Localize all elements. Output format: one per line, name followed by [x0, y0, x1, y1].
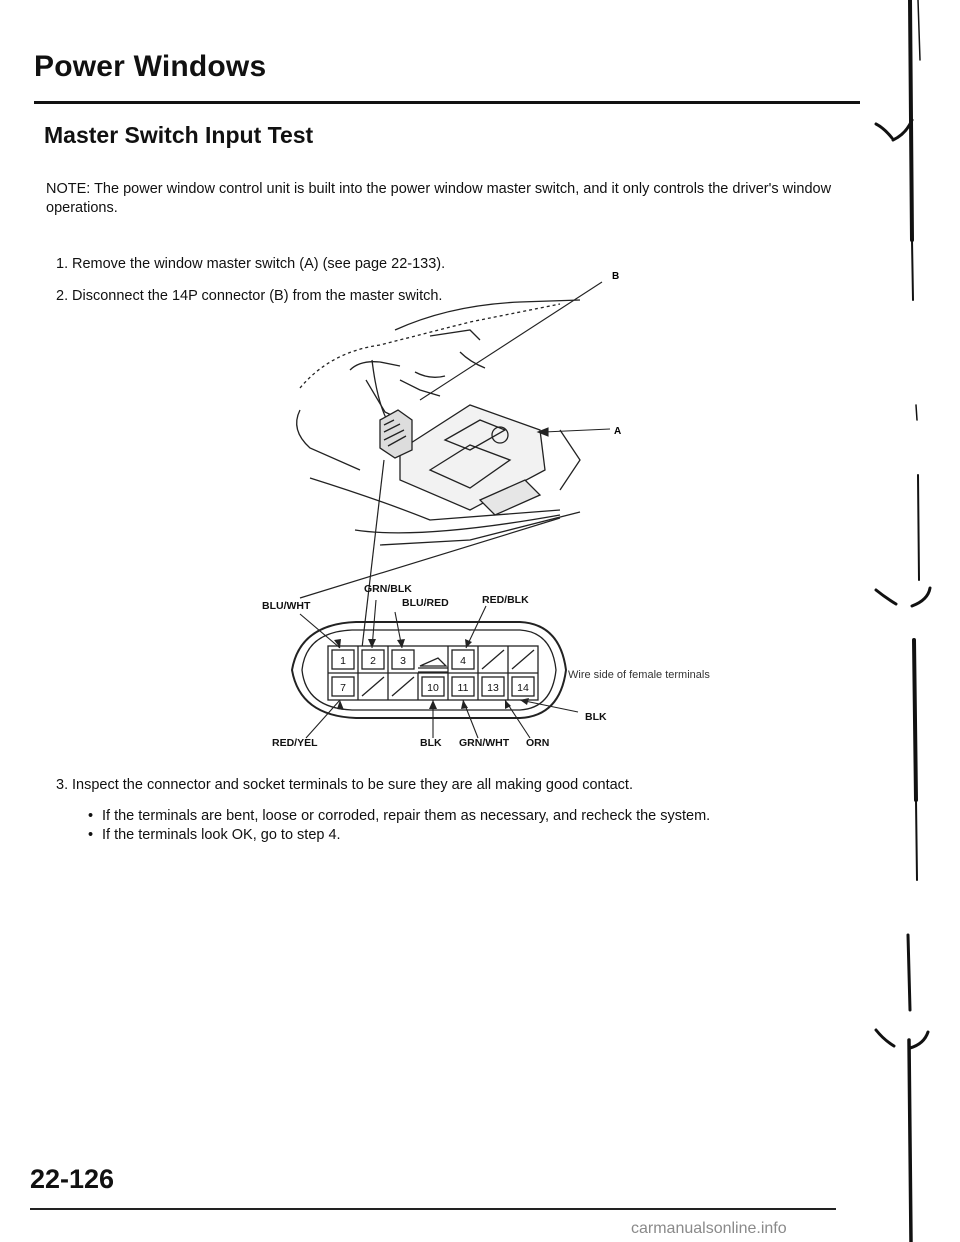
terminal-1: 1: [340, 655, 346, 667]
bullet-dot: •: [88, 808, 94, 824]
step-number: 2.: [56, 288, 69, 304]
wire-label-orn: ORN: [526, 737, 550, 749]
terminal-14: 14: [517, 682, 529, 694]
terminal-4: 4: [460, 655, 466, 667]
wire-label-grn-blk: GRN/BLK: [364, 583, 412, 595]
wire-label-blk-right: BLK: [585, 711, 607, 723]
connector-caption: Wire side of female terminals: [568, 669, 710, 681]
wire-label-red-blk: RED/BLK: [482, 594, 529, 606]
terminal-2: 2: [370, 655, 376, 667]
step-number: 3.: [56, 777, 69, 793]
bullet-dot: •: [88, 827, 94, 843]
terminal-10: 10: [427, 682, 439, 694]
terminal-11: 11: [457, 682, 469, 694]
footer-divider: [30, 1208, 836, 1210]
page-title: Power Windows: [34, 50, 267, 83]
callout-b-label: B: [612, 271, 620, 282]
callout-a-label: A: [614, 426, 622, 437]
terminal-7: 7: [340, 682, 346, 694]
step-number: 1.: [56, 256, 69, 272]
section-heading: Master Switch Input Test: [44, 122, 314, 148]
wire-label-red-yel: RED/YEL: [272, 737, 318, 749]
step-text: Remove the window master switch (A) (see page 22-133).: [72, 256, 446, 272]
terminal-13: 13: [487, 682, 499, 694]
bullet-text: If the terminals are bent, loose or corroded, repair them as necessary, and recheck the system.: [102, 808, 711, 824]
step-text: Disconnect the 14P connector (B) from the master switch.: [72, 288, 443, 304]
wire-label-blu-wht: BLU/WHT: [262, 600, 311, 612]
watermark: carmanualsonline.info: [631, 1220, 787, 1237]
wire-label-blk-bottom: BLK: [420, 737, 442, 749]
step-text: Inspect the connector and socket terminals to be sure they are all making good contact.: [72, 777, 633, 793]
terminal-3: 3: [400, 655, 406, 667]
wire-label-blu-red: BLU/RED: [402, 597, 449, 609]
page-number: 22-126: [30, 1164, 115, 1194]
wire-label-grn-wht: GRN/WHT: [459, 737, 510, 749]
note-paragraph: NOTE: The power window control unit is built into the power window master switch, and it only controls the driver's window operations.: [46, 181, 832, 216]
bullet-text: If the terminals look OK, go to step 4.: [102, 827, 341, 843]
